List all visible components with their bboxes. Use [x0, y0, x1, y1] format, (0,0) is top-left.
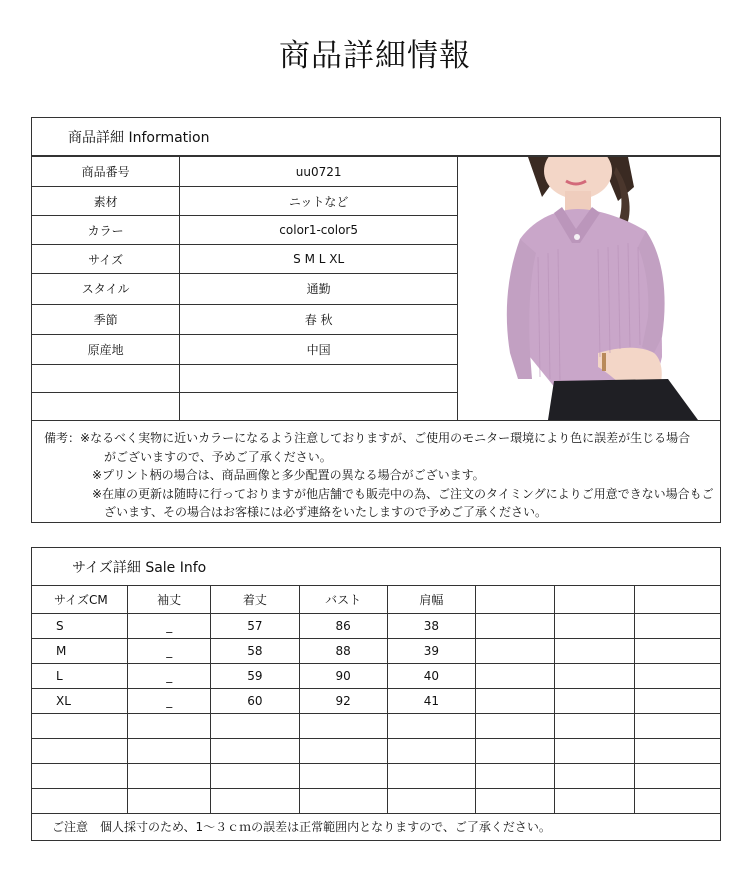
- empty-cell: [32, 713, 128, 738]
- note-line-1: ※なるべく実物に近いカラーになるよう注意しておりますが、ご使用のモニター環境により色に誤差が生じる場合: [80, 431, 691, 445]
- details-header: 商品詳細 Information: [32, 118, 720, 156]
- size-cell: XL: [32, 688, 128, 713]
- empty-cell: [476, 738, 555, 763]
- empty-cell: [476, 663, 555, 688]
- col-header-sleeve: 袖丈: [128, 586, 211, 613]
- empty-cell: [555, 613, 635, 638]
- empty-cell: [555, 638, 635, 663]
- value-style: 通勤: [180, 274, 458, 304]
- value-color: color1-color5: [180, 216, 458, 245]
- empty-cell: [555, 663, 635, 688]
- value-origin: 中国: [180, 334, 458, 364]
- empty-cell: [476, 613, 555, 638]
- empty-cell: [555, 738, 635, 763]
- table-row: [32, 738, 720, 763]
- empty-cell: [32, 738, 128, 763]
- empty-cell: [634, 713, 720, 738]
- label-material: 素材: [32, 187, 180, 216]
- bust-cell: 88: [299, 638, 387, 663]
- model-photo-illustration: [458, 157, 720, 420]
- shoulder-cell: 38: [387, 613, 476, 638]
- empty-cell: [476, 713, 555, 738]
- sleeve-cell: _: [128, 663, 211, 688]
- empty-cell: [387, 713, 476, 738]
- col-header-length: 着丈: [211, 586, 300, 613]
- label-style: スタイル: [32, 274, 180, 304]
- empty-cell: [555, 788, 635, 813]
- col-header-bust: バスト: [299, 586, 387, 613]
- empty-cell: [634, 613, 720, 638]
- empty-cell: [32, 763, 128, 788]
- empty-cell: [634, 663, 720, 688]
- empty-cell: [128, 738, 211, 763]
- empty-cell: [476, 788, 555, 813]
- note-line-1b: がございますので、予めご了承ください。: [104, 449, 332, 464]
- note-line-3: ※在庫の更新は随時に行っておりますが他店舗でも販売中の為、ご注文のタイミングによりご用意できない場合もご: [92, 486, 714, 501]
- value-empty-2: [180, 392, 458, 420]
- value-size: S M L XL: [180, 245, 458, 274]
- value-product-number: uu0721: [180, 157, 458, 187]
- col-header-size: サイズCM: [32, 586, 128, 613]
- sleeve-cell: _: [128, 613, 211, 638]
- label-product-number: 商品番号: [32, 157, 180, 187]
- label-size: サイズ: [32, 245, 180, 274]
- size-details-section: [31, 547, 721, 841]
- product-details-section: [31, 117, 721, 523]
- empty-cell: [555, 688, 635, 713]
- value-empty-1: [180, 364, 458, 392]
- product-photo: [457, 157, 720, 421]
- value-season: 春 秋: [180, 304, 458, 334]
- sleeve-cell: _: [128, 638, 211, 663]
- empty-cell: [128, 788, 211, 813]
- empty-cell: [476, 688, 555, 713]
- table-row: [32, 763, 720, 788]
- table-row: [32, 713, 720, 738]
- empty-cell: [299, 763, 387, 788]
- table-row: [32, 688, 720, 713]
- notes-prefix: 備考：: [44, 431, 81, 445]
- empty-cell: [387, 738, 476, 763]
- size-footnote: ご注意 個人採寸のため、1～３ｃｍの誤差は正常範囲内となりますので、ご了承ください。: [32, 813, 720, 840]
- empty-cell: [555, 713, 635, 738]
- empty-cell: [476, 763, 555, 788]
- empty-cell: [476, 638, 555, 663]
- col-header-empty: [476, 586, 555, 613]
- empty-cell: [211, 788, 300, 813]
- table-row: [32, 613, 720, 638]
- length-cell: 57: [211, 613, 300, 638]
- note-line-3b: ざいます、その場合はお客様には必ず連絡をいたしますので予めご了承ください。: [104, 505, 548, 519]
- size-header: サイズ詳細 Sale Info: [32, 548, 720, 586]
- col-header-shoulder: 肩幅: [387, 586, 476, 613]
- empty-cell: [211, 738, 300, 763]
- empty-cell: [32, 788, 128, 813]
- empty-cell: [555, 763, 635, 788]
- empty-cell: [634, 788, 720, 813]
- col-header-empty: [634, 586, 720, 613]
- empty-cell: [128, 713, 211, 738]
- length-cell: 59: [211, 663, 300, 688]
- sleeve-cell: _: [128, 688, 211, 713]
- empty-cell: [299, 713, 387, 738]
- label-empty-2: [32, 392, 180, 420]
- empty-cell: [299, 788, 387, 813]
- label-empty-1: [32, 364, 180, 392]
- empty-cell: [128, 763, 211, 788]
- bust-cell: 86: [299, 613, 387, 638]
- table-row: [32, 638, 720, 663]
- bust-cell: 90: [299, 663, 387, 688]
- page-title: 商品詳細情報: [279, 38, 471, 74]
- bust-cell: 92: [299, 688, 387, 713]
- empty-cell: [299, 738, 387, 763]
- table-row: [32, 788, 720, 813]
- shoulder-cell: 41: [387, 688, 476, 713]
- size-table: [32, 586, 720, 814]
- value-material: ニットなど: [180, 187, 458, 216]
- empty-cell: [634, 638, 720, 663]
- label-origin: 原産地: [32, 334, 180, 364]
- notes-block: [32, 423, 720, 522]
- length-cell: 58: [211, 638, 300, 663]
- details-table: [32, 156, 720, 421]
- label-season: 季節: [32, 304, 180, 334]
- shoulder-cell: 39: [387, 638, 476, 663]
- empty-cell: [634, 763, 720, 788]
- size-cell: M: [32, 638, 128, 663]
- empty-cell: [211, 763, 300, 788]
- length-cell: 60: [211, 688, 300, 713]
- empty-cell: [634, 688, 720, 713]
- size-cell: S: [32, 613, 128, 638]
- shoulder-cell: 40: [387, 663, 476, 688]
- empty-cell: [387, 763, 476, 788]
- label-color: カラー: [32, 216, 180, 245]
- col-header-empty: [555, 586, 635, 613]
- empty-cell: [634, 738, 720, 763]
- note-line-2: ※プリント柄の場合は、商品画像と多少配置の異なる場合がございます。: [92, 468, 485, 482]
- empty-cell: [387, 788, 476, 813]
- size-cell: L: [32, 663, 128, 688]
- table-row: [32, 663, 720, 688]
- empty-cell: [211, 713, 300, 738]
